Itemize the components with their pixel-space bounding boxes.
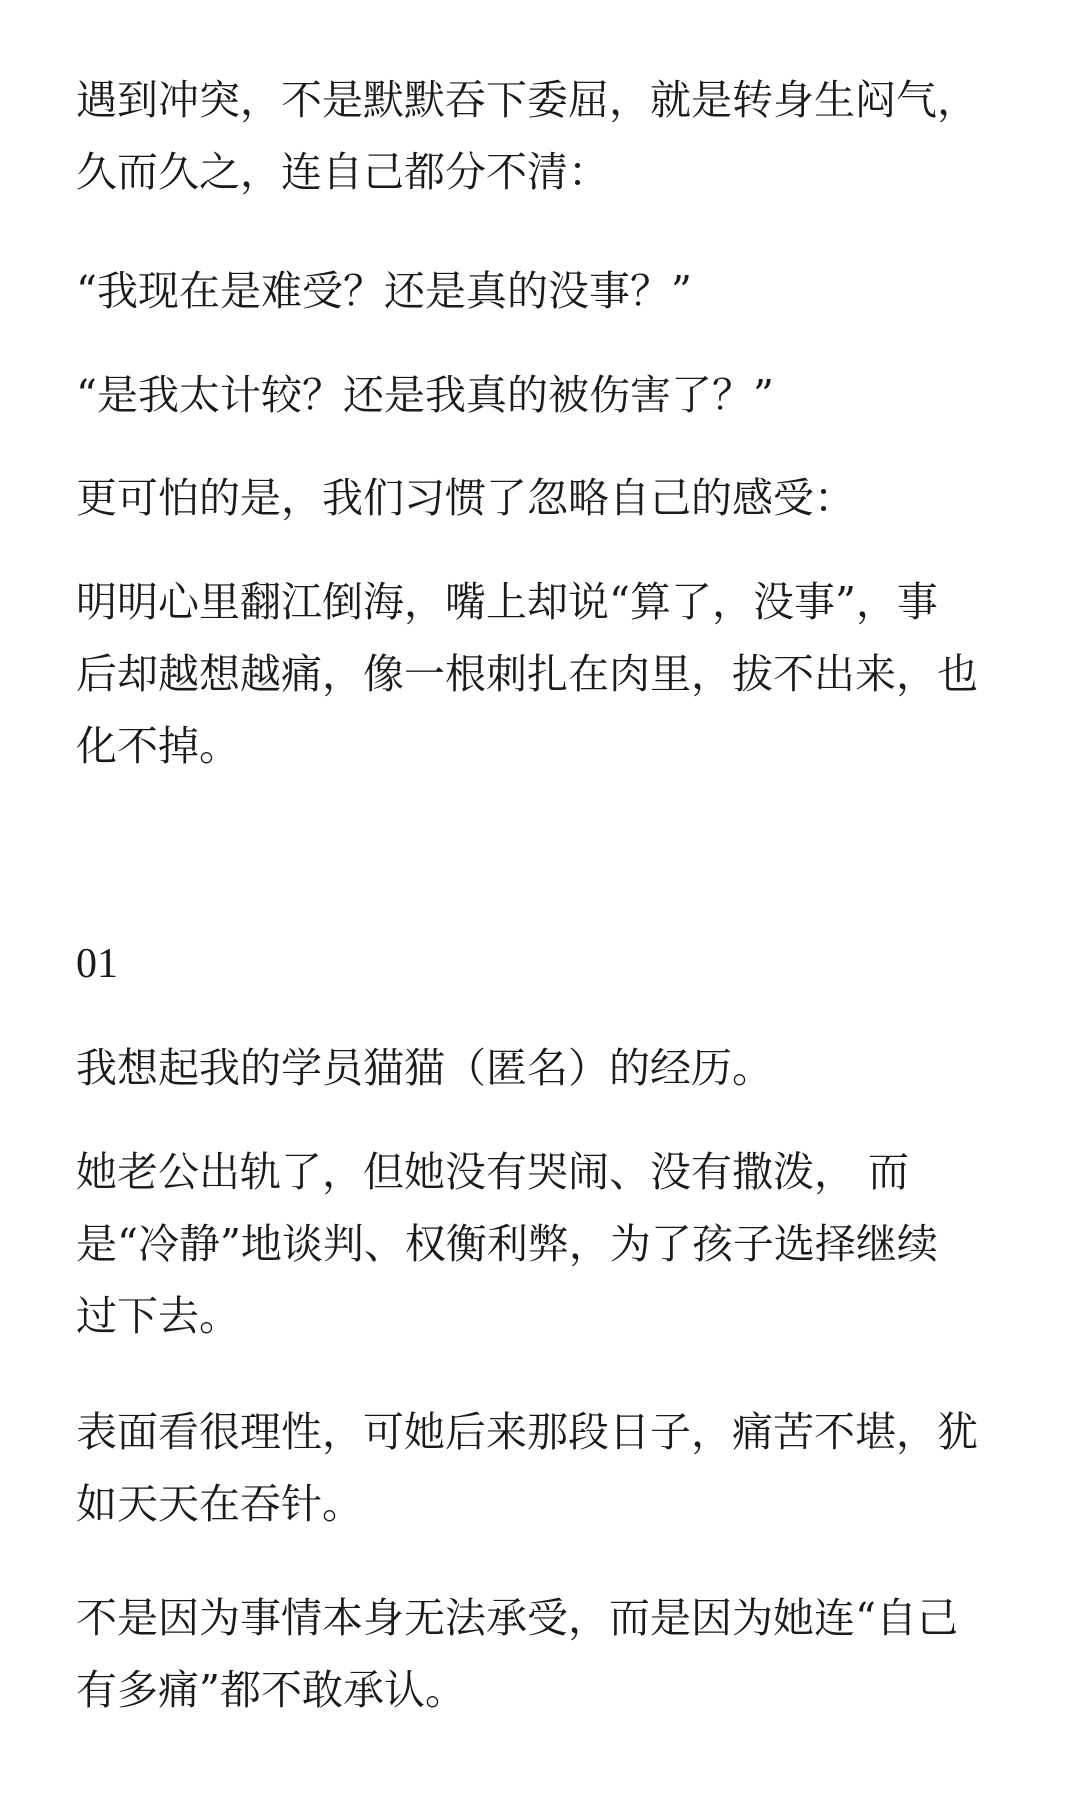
quote-question-1 [76, 255, 1006, 327]
text-line: 是“冷静”地谈判、权衡利弊，为了孩子选择继续 [76, 1220, 938, 1268]
quote-question-2 [76, 359, 1006, 431]
text-line: 过下去。 [76, 1292, 240, 1340]
text-line: 遇到冲突，不是默默吞下委屈，就是转身生闷气， [76, 76, 978, 124]
text-line: 久而久之，连自己都分不清： [76, 148, 609, 196]
paragraph-conflict [76, 64, 1006, 208]
section-number: 01 [76, 941, 118, 987]
paragraph-not-admit-pain [76, 1582, 1006, 1726]
text-line: 如天天在吞针。 [76, 1480, 363, 1528]
text-line: 我想起我的学员猫猫（匿名）的经历。 [76, 1044, 773, 1092]
text-line: “是我太计较？还是我真的被伤害了？” [76, 371, 774, 419]
text-line: 有多痛”都不敢承认。 [76, 1666, 466, 1714]
paragraph-inner-turmoil [76, 566, 1006, 782]
paragraph-student [76, 1032, 1006, 1104]
text-line: 不是因为事情本身无法承受，而是因为她连“自己 [76, 1594, 958, 1642]
text-line: 化不掉。 [76, 722, 240, 770]
paragraph-husband-affair [76, 1136, 1006, 1352]
paragraph-rational-surface [76, 1396, 1006, 1540]
text-line: 她老公出轨了，但她没有哭闹、没有撒泼， 而 [76, 1148, 910, 1196]
text-line: 后却越想越痛，像一根刺扎在肉里，拔不出来，也 [76, 650, 978, 698]
text-line: 更可怕的是，我们习惯了忽略自己的感受： [76, 474, 855, 522]
text-line: “我现在是难受？还是真的没事？” [76, 267, 692, 315]
text-line: 明明心里翻江倒海，嘴上却说“算了，没事”，事 [76, 578, 938, 626]
paragraph-scary [76, 462, 1006, 534]
text-line: 表面看很理性，可她后来那段日子，痛苦不堪，犹 [76, 1408, 978, 1456]
